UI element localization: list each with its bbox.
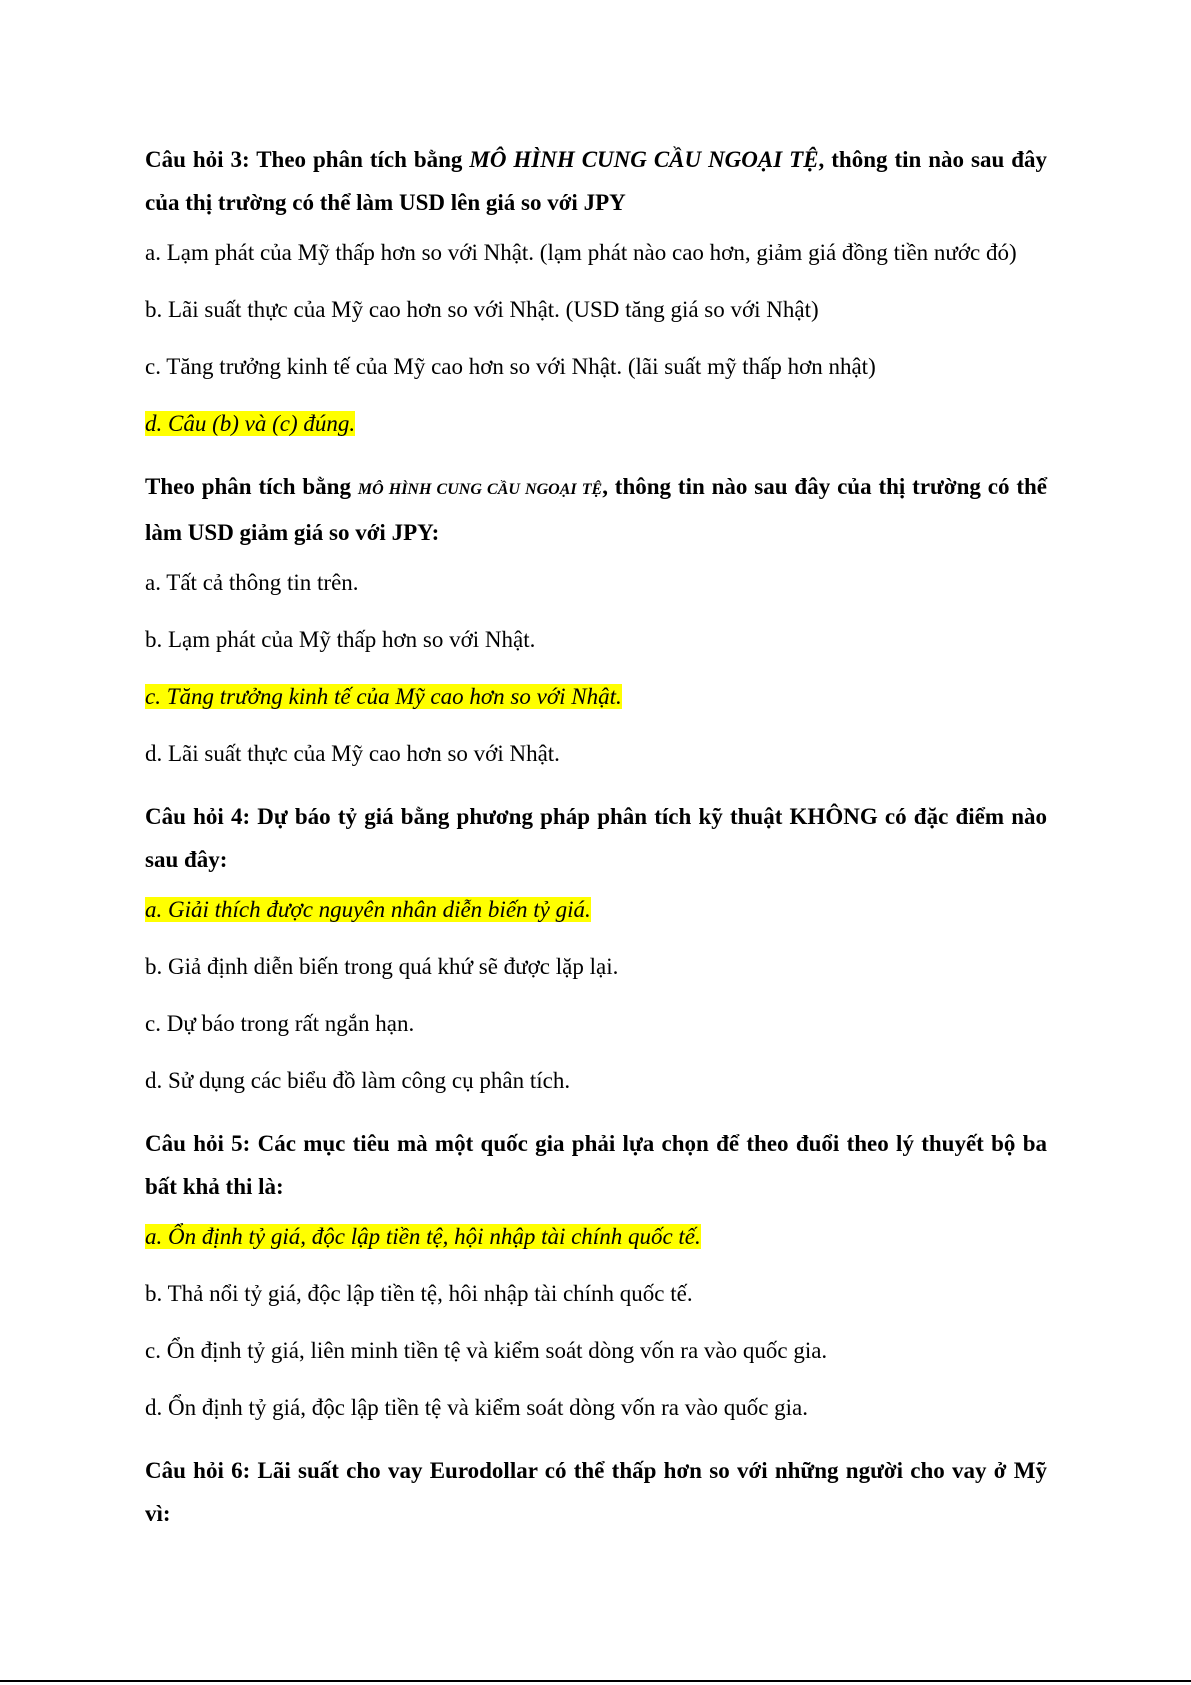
question-3b xyxy=(145,465,1047,554)
q4-option-b: b. Giả định diễn biến trong quá khứ sẽ được lặp lại. xyxy=(145,954,619,979)
question-5: Câu hỏi 5: Các mục tiêu mà một quốc gia phải lựa chọn để theo đuổi theo lý thuyết bộ ba bất khả thi là: xyxy=(145,1131,1047,1199)
question-3b-prefix: Theo phân tích bằng xyxy=(145,474,358,499)
page-bottom-rule xyxy=(0,1680,1191,1682)
question-3-suffix: , thông tin nào sau đây của thị trường có thể làm USD lên giá so với JPY xyxy=(145,147,1047,215)
question-4: Câu hỏi 4: Dự báo tỷ giá bằng phương pháp phân tích kỹ thuật KHÔNG có đặc điểm nào sau đây: xyxy=(145,804,1047,872)
question-3b-suffix: , thông tin nào sau đây của thị trường có thể làm USD giảm giá so với JPY: xyxy=(145,474,1047,545)
q5-option-b: b. Thả nổi tỷ giá, độc lập tiền tệ, hôi nhập tài chính quốc tế. xyxy=(145,1281,693,1306)
q5-option-a-answer xyxy=(145,1221,1047,1253)
q4-option-d: d. Sử dụng các biểu đồ làm công cụ phân tích. xyxy=(145,1068,571,1093)
q5-answer-highlight: a. Ổn định tỷ giá, độc lập tiền tệ, hội nhập tài chính quốc tế. xyxy=(145,1224,701,1249)
question-6: Câu hỏi 6: Lãi suất cho vay Eurodollar có thể thấp hơn so với những người cho vay ở Mỹ vì: xyxy=(145,1458,1047,1526)
q3-option-d-answer xyxy=(145,408,1047,440)
q3-answer-highlight: d. Câu (b) và (c) đúng. xyxy=(145,411,356,436)
q3-option-a: a. Lạm phát của Mỹ thấp hơn so với Nhật. (lạm phát nào cao hơn, giảm giá đồng tiền nước đó) xyxy=(145,240,1017,265)
document-page xyxy=(145,138,1047,1548)
q4-option-c: c. Dự báo trong rất ngắn hạn. xyxy=(145,1011,415,1036)
q3-option-c: c. Tăng trưởng kinh tế của Mỹ cao hơn so với Nhật. (lãi suất mỹ thấp hơn nhật) xyxy=(145,354,876,379)
q3-option-b: b. Lãi suất thực của Mỹ cao hơn so với Nhật. (USD tăng giá so với Nhật) xyxy=(145,297,819,322)
q3b-option-d: d. Lãi suất thực của Mỹ cao hơn so với Nhật. xyxy=(145,741,560,766)
q3b-option-b: b. Lạm phát của Mỹ thấp hơn so với Nhật. xyxy=(145,627,536,652)
q5-option-d: d. Ổn định tỷ giá, độc lập tiền tệ và kiểm soát dòng vốn ra vào quốc gia. xyxy=(145,1395,809,1420)
q3b-option-a: a. Tất cả thông tin trên. xyxy=(145,570,359,595)
q3b-option-c-answer xyxy=(145,681,1047,713)
q5-option-c: c. Ổn định tỷ giá, liên minh tiền tệ và kiểm soát dòng vốn ra vào quốc gia. xyxy=(145,1338,828,1363)
question-3 xyxy=(145,138,1047,224)
question-3b-model: MÔ HÌNH CUNG CẦU NGOẠI TỆ xyxy=(357,481,603,498)
q4-answer-highlight: a. Giải thích được nguyên nhân diễn biến tỷ giá. xyxy=(145,897,591,922)
question-3-model: MÔ HÌNH CUNG CẦU NGOẠI TỆ xyxy=(469,147,819,172)
q4-option-a-answer xyxy=(145,894,1047,926)
q3b-answer-highlight: c. Tăng trưởng kinh tế của Mỹ cao hơn so với Nhật. xyxy=(145,684,622,709)
question-3-prefix: Câu hỏi 3: Theo phân tích bằng xyxy=(145,147,470,172)
